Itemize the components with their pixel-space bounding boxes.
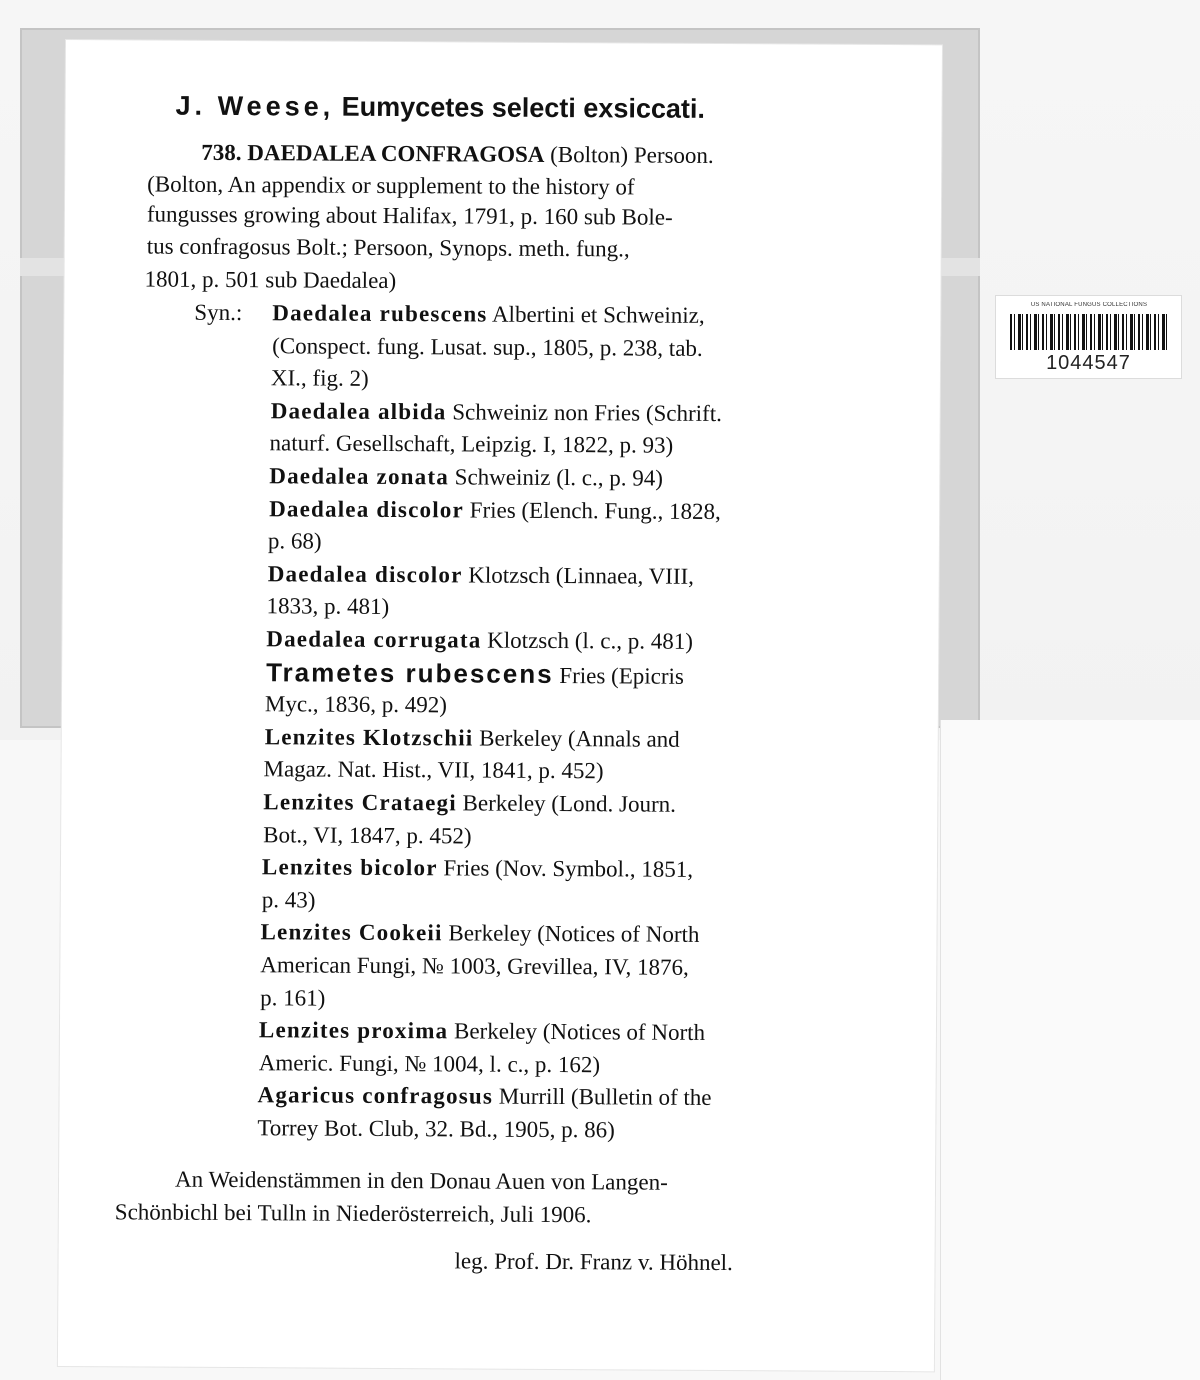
synonym-line: [265, 690, 447, 719]
synonym-citation: Americ. Fungi, № 1004, l. c., p. 162): [258, 1050, 601, 1078]
synonym-citation: Berkeley (Annals and: [473, 725, 680, 752]
synonym-line: [266, 592, 389, 621]
synonym-line: [262, 886, 316, 914]
herbarium-sheet-edge: [940, 720, 1200, 1380]
entry-authority: (Bolton) Persoon.: [550, 141, 714, 168]
reference-line: (Bolton, An appendix or supplement to the history of: [147, 171, 635, 200]
locality-line-2: Schönbichl bei Tulln in Niederösterreich, Juli 1906.: [114, 1199, 592, 1228]
title-series: Eumycetes selecti exsiccati.: [341, 91, 706, 124]
synonym-name: Lenzites Crataegi: [263, 789, 457, 816]
synonym-name: Daedalea rubescens: [272, 300, 488, 327]
synonym-citation: naturf. Gesellschaft, Leipzig. I, 1822, p. 93): [269, 430, 674, 458]
synonym-citation: Klotzsch (Linnaea, VIII,: [462, 562, 695, 589]
synonym-line: [266, 658, 684, 691]
synonym-citation: Torrey Bot. Club, 32. Bd., 1905, p. 86): [257, 1115, 615, 1143]
synonym-citation: p. 68): [267, 528, 322, 554]
synonym-citation: Schweiniz (l. c., p. 94): [448, 464, 664, 491]
synonym-citation: Schweiniz non Fries (Schrift.: [446, 399, 722, 427]
entry-number-name: 738. DAEDALEA CONFRAGOSA: [201, 139, 545, 167]
synonym-line: [262, 853, 693, 884]
locality-line-1: An Weidenstämmen in den Donau Auen von Langen-: [174, 1166, 668, 1195]
synonym-line: [259, 1016, 705, 1047]
synonym-line: [259, 1049, 601, 1079]
synonym-citation: Berkeley (Lond. Journ.: [456, 790, 676, 817]
synonym-line: [263, 821, 472, 850]
synonym-line: [263, 755, 603, 785]
title-author: J. Weese,: [175, 90, 335, 122]
barcode-icon: [1010, 314, 1168, 350]
synonym-line: [257, 1081, 711, 1112]
synonym-line: [260, 918, 699, 949]
synonym-line: [260, 984, 325, 1012]
synonym-name: Daedalea discolor: [269, 496, 465, 523]
synonym-citation: Fries (Nov. Symbol., 1851,: [437, 855, 694, 882]
synonym-line: [272, 332, 703, 363]
synonym-citation: Fries (Epicris: [553, 662, 684, 689]
synonym-line: [265, 723, 680, 754]
synonym-citation: Berkeley (Notices of North: [442, 920, 700, 947]
synonym-line: [269, 429, 673, 459]
synonyms-label: Syn.:: [194, 299, 243, 326]
synonym-name: Agaricus confragosus: [257, 1082, 494, 1109]
barcode-collection-text: US NATIONAL FUNGUS COLLECTIONS: [1030, 302, 1148, 308]
synonym-line: [257, 1114, 615, 1144]
reference-line: 1801, p. 501 sub Daedalea): [144, 266, 397, 294]
synonym-line: [263, 788, 676, 819]
reference-line: tus confragosus Bolt.; Persoon, Synops. meth. fung.,: [146, 233, 630, 262]
synonym-line: [266, 625, 693, 656]
synonym-name: Daedalea discolor: [267, 561, 463, 588]
synonym-name: Trametes rubescens: [266, 657, 554, 689]
synonym-citation: p. 43): [261, 887, 316, 913]
synonym-citation: Murrill (Bulletin of the: [492, 1083, 712, 1110]
synonym-citation: 1833, p. 481): [266, 593, 390, 619]
exsiccata-label: [58, 40, 942, 1371]
synonym-name: Lenzites Klotzschii: [264, 724, 474, 751]
synonym-line: [268, 560, 694, 591]
synonym-citation: p. 161): [260, 985, 326, 1011]
synonym-citation: Magaz. Nat. Hist., VII, 1841, p. 452): [263, 756, 604, 784]
synonym-citation: Klotzsch (l. c., p. 481): [481, 627, 693, 654]
synonym-line: [269, 462, 663, 492]
collector-line: leg. Prof. Dr. Franz v. Höhnel.: [454, 1248, 733, 1276]
synonym-name: Lenzites proxima: [258, 1017, 449, 1044]
barcode-number: 1044547: [1046, 352, 1131, 374]
barcode-label: [995, 295, 1182, 379]
synonym-citation: Albertini et Schweiniz,: [487, 301, 705, 328]
synonym-line: [272, 299, 705, 330]
entry-heading: [201, 139, 714, 170]
synonym-citation: Fries (Elench. Fung., 1828,: [463, 497, 721, 525]
synonym-line: [271, 397, 722, 428]
synonym-name: Daedalea albida: [270, 398, 447, 425]
synonym-name: Daedalea corrugata: [266, 626, 482, 653]
synonym-citation: (Conspect. fung. Lusat. sup., 1805, p. 238, tab.: [272, 333, 703, 361]
synonym-name: Lenzites bicolor: [261, 854, 438, 881]
reference-line: fungusses growing about Halifax, 1791, p. 160 sub Bole-: [146, 201, 673, 230]
synonym-line: [268, 527, 322, 555]
synonym-line: [271, 364, 369, 393]
synonym-citation: Bot., VI, 1847, p. 452): [263, 822, 472, 849]
synonym-line: [260, 951, 689, 982]
synonym-citation: American Fungi, № 1003, Grevillea, IV, 1876,: [260, 952, 689, 980]
synonym-citation: XI., fig. 2): [270, 365, 369, 391]
synonym-name: Lenzites Cookeii: [260, 919, 443, 946]
synonym-name: Daedalea zonata: [269, 463, 450, 490]
synonym-citation: Berkeley (Notices of North: [448, 1018, 706, 1045]
label-title: [176, 91, 876, 126]
synonym-line: [269, 495, 721, 526]
synonym-citation: Myc., 1836, p. 492): [264, 691, 448, 718]
